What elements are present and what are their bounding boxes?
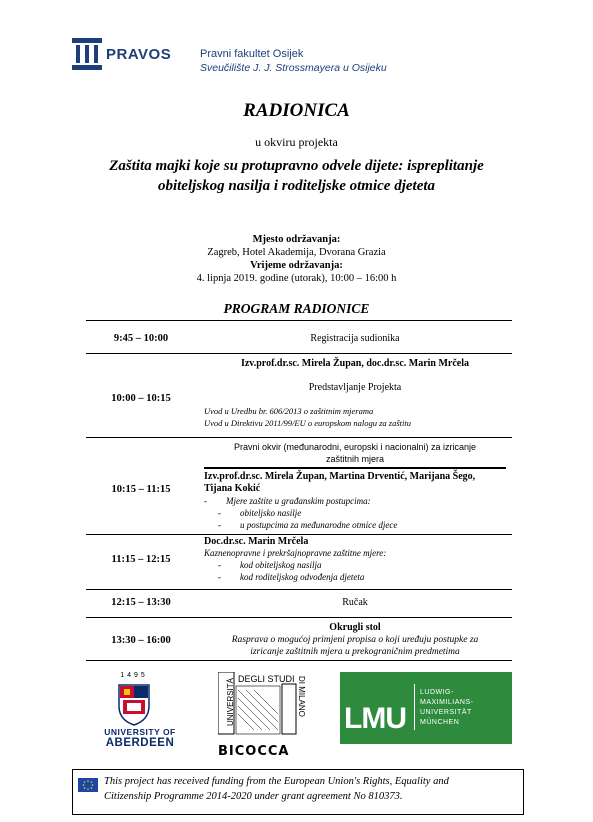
table-row-time: 10:00 – 10:15 (111, 393, 171, 404)
list-item: Kaznenopravne i prekršajnopravne zaštitne mjere: (204, 548, 387, 558)
table-rule (86, 617, 512, 618)
table-row-time: 10:15 – 11:15 (111, 484, 171, 495)
table-rule (86, 353, 512, 354)
pravos-logo-icon (72, 38, 102, 70)
table-rule (204, 467, 506, 469)
program-title: PROGRAM RADIONICE (223, 301, 370, 316)
bullet-dash: - (218, 508, 221, 518)
bicocca-vertical-2: DI MILANO (297, 676, 306, 717)
lmu-line: LUDWIG- (420, 689, 454, 696)
table-rule (86, 660, 512, 661)
speakers: Doc.dr.sc. Marin Mrčela (204, 536, 309, 547)
time-label: Vrijeme održavanja: (250, 260, 343, 271)
table-row-time: 9:45 – 10:00 (113, 333, 169, 344)
table-rule (86, 320, 512, 321)
bicocca-vertical-1: UNIVERSITÀ (226, 677, 235, 726)
topic: zaštitnih mjera (325, 454, 385, 464)
table-row-text: Ručak (342, 597, 368, 608)
topic: Pravni okvir (međunarodni, europski i nacionalni) za izricanje (233, 442, 477, 452)
lmu-line: UNIVERSITÄT (420, 709, 472, 716)
table-row-time: 12:15 – 13:30 (111, 597, 171, 608)
intro-line: Uvod u Direktivu 2011/99/EU o europskom nalogu za zaštitu (204, 418, 411, 428)
bullet-dash: - (218, 520, 221, 530)
pravos-logo-text: PRAVOS (106, 46, 172, 63)
lmu-line: MAXIMILIANS- (420, 699, 474, 706)
list-item: obiteljsko nasilje (240, 508, 302, 518)
bullet-dash: - (204, 496, 207, 506)
bullet-dash: - (218, 560, 221, 570)
aberdeen-name-line2: ABERDEEN (105, 737, 175, 749)
list-item: kod obiteljskog nasilja (240, 560, 322, 570)
speakers: Tijana Kokić (204, 483, 261, 494)
venue-label: Mjesto održavanja: (252, 234, 341, 245)
venue-value: Zagreb, Hotel Akademija, Dvorana Grazia (207, 247, 386, 258)
table-row-text: Registracija sudionika (310, 333, 400, 344)
aberdeen-name-line1: UNIVERSITY OF (104, 727, 176, 737)
speakers: Izv.prof.dr.sc. Mirela Župan, Martina Drventić, Marijana Šego, (204, 471, 476, 482)
lmu-short: LMU (344, 702, 406, 735)
university-name: Sveučilište J. J. Strossmayera u Osijeku (200, 62, 387, 74)
table-row-time: 13:30 – 16:00 (111, 635, 171, 646)
bullet-dash: - (218, 572, 221, 582)
list-item: u postupcima za međunarodne otmice djece (240, 520, 398, 530)
table-rule (86, 589, 512, 590)
intro-line: Uvod u Uredbu br. 606/2013 o zaštitnim mjerama (204, 406, 374, 416)
aberdeen-year: 1495 (120, 672, 148, 679)
lmu-name (420, 688, 473, 728)
round-table-text: izricanje zaštitnih mjera u prekograničnim predmetima (250, 647, 460, 657)
page-title: RADIONICA (243, 100, 350, 121)
funding-text (104, 774, 514, 804)
lmu-divider (414, 684, 415, 730)
funding-line: Citizenship Programme 2014-2020 under grant agreement No 810373. (104, 791, 403, 802)
time-value: 4. lipnja 2019. godine (utorak), 10:00 – 16:00 h (196, 273, 397, 284)
eu-flag-icon (78, 778, 98, 792)
list-item: Mjere zaštite u građanskim postupcima: (226, 496, 371, 506)
table-row-time: 11:15 – 12:15 (111, 554, 171, 565)
round-table-title: Okrugli stol (329, 622, 381, 633)
lmu-line: MÜNCHEN (420, 719, 460, 726)
list-item: kod roditeljskog odvođenja djeteta (240, 572, 365, 582)
project-title-line1: Zaštita majki koje su protupravno odvele dijete: ispreplitanje (109, 158, 484, 174)
topic: Predstavljanje Projekta (308, 382, 402, 393)
bicocca-horizontal: DEGLI STUDI (238, 674, 295, 684)
table-rule (86, 437, 512, 438)
bicocca-name: BICOCCA (218, 744, 290, 759)
round-table-text: Rasprava o mogućoj primjeni propisa o koji uređuju postupke za (231, 635, 479, 645)
faculty-name: Pravni fakultet Osijek (200, 48, 304, 60)
page-subtitle: u okviru projekta (255, 135, 338, 149)
funding-line: This project has received funding from the European Union's Rights, Equality and (104, 776, 449, 787)
aberdeen-crest-icon (118, 684, 150, 726)
project-title-line2: obiteljskog nasilja i roditeljske otmice djeteta (157, 178, 436, 194)
speakers: Izv.prof.dr.sc. Mirela Župan, doc.dr.sc. Marin Mrčela (240, 358, 470, 369)
table-rule (86, 534, 512, 535)
